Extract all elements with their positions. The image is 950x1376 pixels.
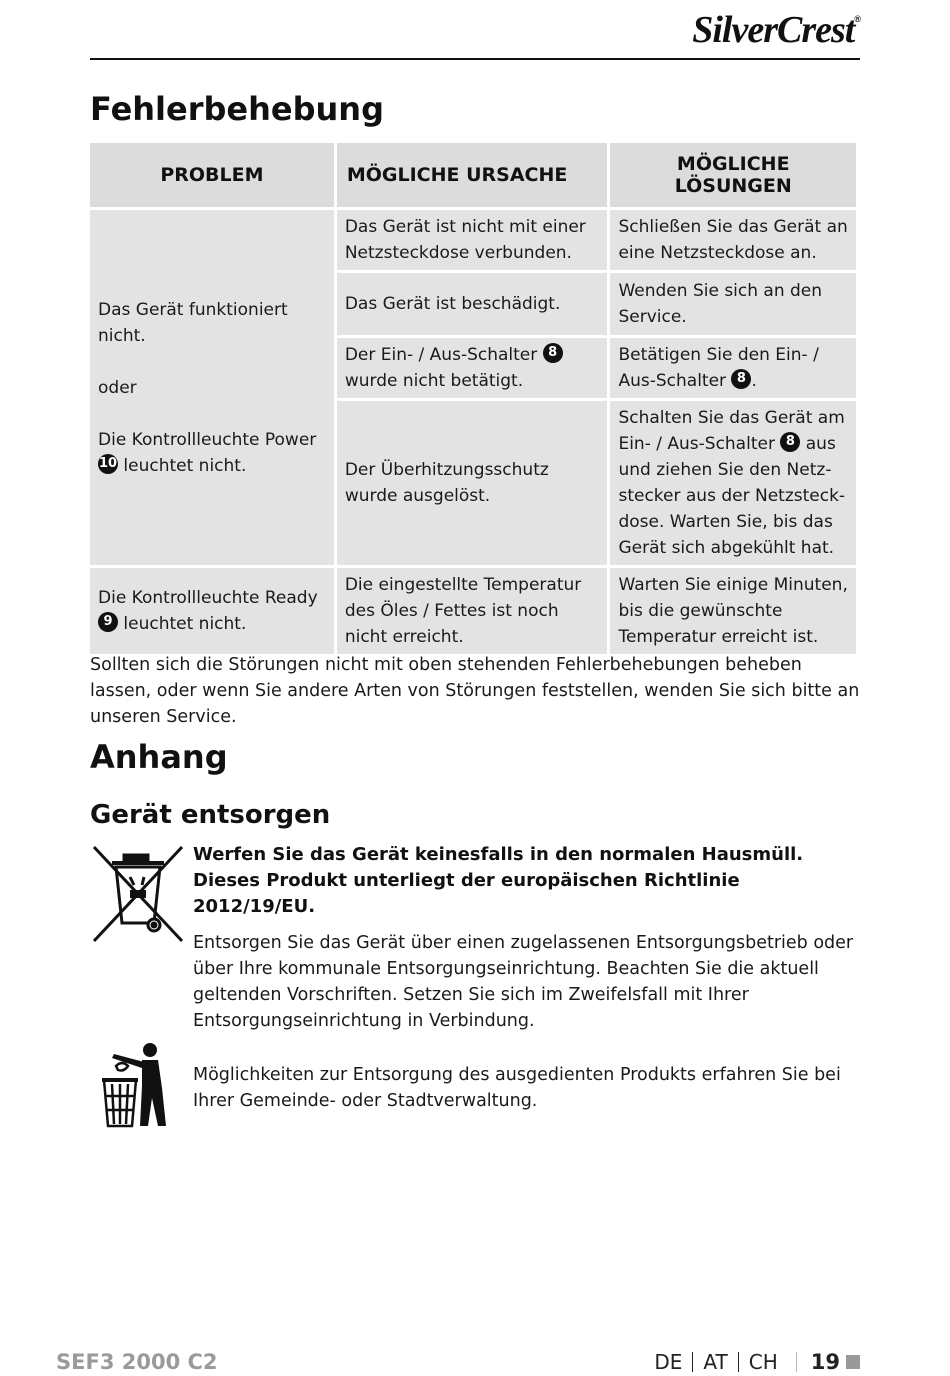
table-row [90,568,856,654]
solution-cell: Betätigen Sie den Ein- / Aus-Schalter 8 . [610,338,856,398]
appendix-title: Anhang [90,738,228,776]
header-rule [90,58,860,60]
cause-cell: Die eingestellte Temperatur des Öles / Fettes ist noch nicht erreicht. [337,568,608,654]
crossed-out-bin-icon [92,845,184,945]
tidy-man-icon [100,1040,170,1130]
solution-cell: Schließen Sie das Gerät an eine Netzsteckdose an. [610,210,856,270]
table-header-row [90,143,856,207]
footer-page-info [654,1350,860,1374]
troubleshooting-table [87,140,859,657]
cause-cell: Das Gerät ist nicht mit einer Netzsteckdose verbunden. [337,210,608,270]
problem-cell: Das Gerät funktioniert nicht. oder Die Kontrollleuchte Power 10 leuchtet nicht. [90,210,334,565]
switch-number-badge: 8 [780,432,800,452]
table-row [90,210,856,270]
cause-cell: Das Gerät ist beschädigt. [337,273,608,335]
disposal-municipality-text: Möglichkeiten zur Entsorgung des ausgedienten Produkts erfahren Sie bei Ihrer Gemeinde- oder Stadtverwaltung. [193,1065,841,1111]
brand-logo: SilverCrest® [692,9,860,51]
disposal-warning: Werfen Sie das Gerät keinesfalls in den normalen Hausmüll. Dieses Produkt unterliegt der europäischen Richtlinie 2012/19/EU. [193,844,804,917]
switch-number-badge: 8 [543,343,563,363]
page-square-marker [846,1355,860,1369]
disposal-text: Entsorgen Sie das Gerät über einen zugelassenen Entsorgungsbetrieb oder über Ihre kommunale Entsorgungseinrichtung. Beachten Sie die aktuell geltenden Vorschriften. Setzen Sie sich im Zweifelsfall mit Ihrer Entsorgungseinrichtung in Verbindung. [193,933,854,1031]
page-number: 19 [810,1350,840,1374]
lang-ch: CH [748,1350,778,1374]
lang-de: DE [654,1350,683,1374]
header-cause: MÖGLICHE URSACHE [337,143,608,207]
solution-cell: Schalten Sie das Gerät am Ein- / Aus-Schalter 8 aus und ziehen Sie den Netzstecker aus der Netzsteckdose. Warten Sie, bis das Gerät sich abgekühlt hat. [610,401,856,565]
cause-cell: Der Überhitzungsschutz wurde ausgelöst. [337,401,608,565]
cause-cell: Der Ein- / Aus-Schalter 8 wurde nicht betätigt. [337,338,608,398]
ready-indicator-number-badge: 9 [98,612,118,632]
solution-cell: Wenden Sie sich an den Service. [610,273,856,335]
footer-model: SEF3 2000 C2 [56,1350,218,1374]
switch-number-badge: 8 [731,369,751,389]
disposal-title: Gerät entsorgen [90,800,331,830]
header-solution: MÖGLICHE LÖSUNGEN [610,143,856,207]
header-problem: PROBLEM [90,143,334,207]
power-indicator-number-badge: 10 [98,454,118,474]
troubleshooting-title: Fehlerbehebung [90,90,384,128]
service-note: Sollten sich die Störungen nicht mit oben stehenden Fehlerbehebungen beheben lassen, oder wenn Sie andere Arten von Störungen feststellen, wenden Sie sich bitte an unseren Service. [90,655,860,727]
lang-at: AT [703,1350,728,1374]
solution-cell: Warten Sie einige Minuten, bis die gewünschte Temperatur erreicht ist. [610,568,856,654]
problem-cell: Die Kontrollleuchte Ready 9 leuchtet nicht. [90,568,334,654]
